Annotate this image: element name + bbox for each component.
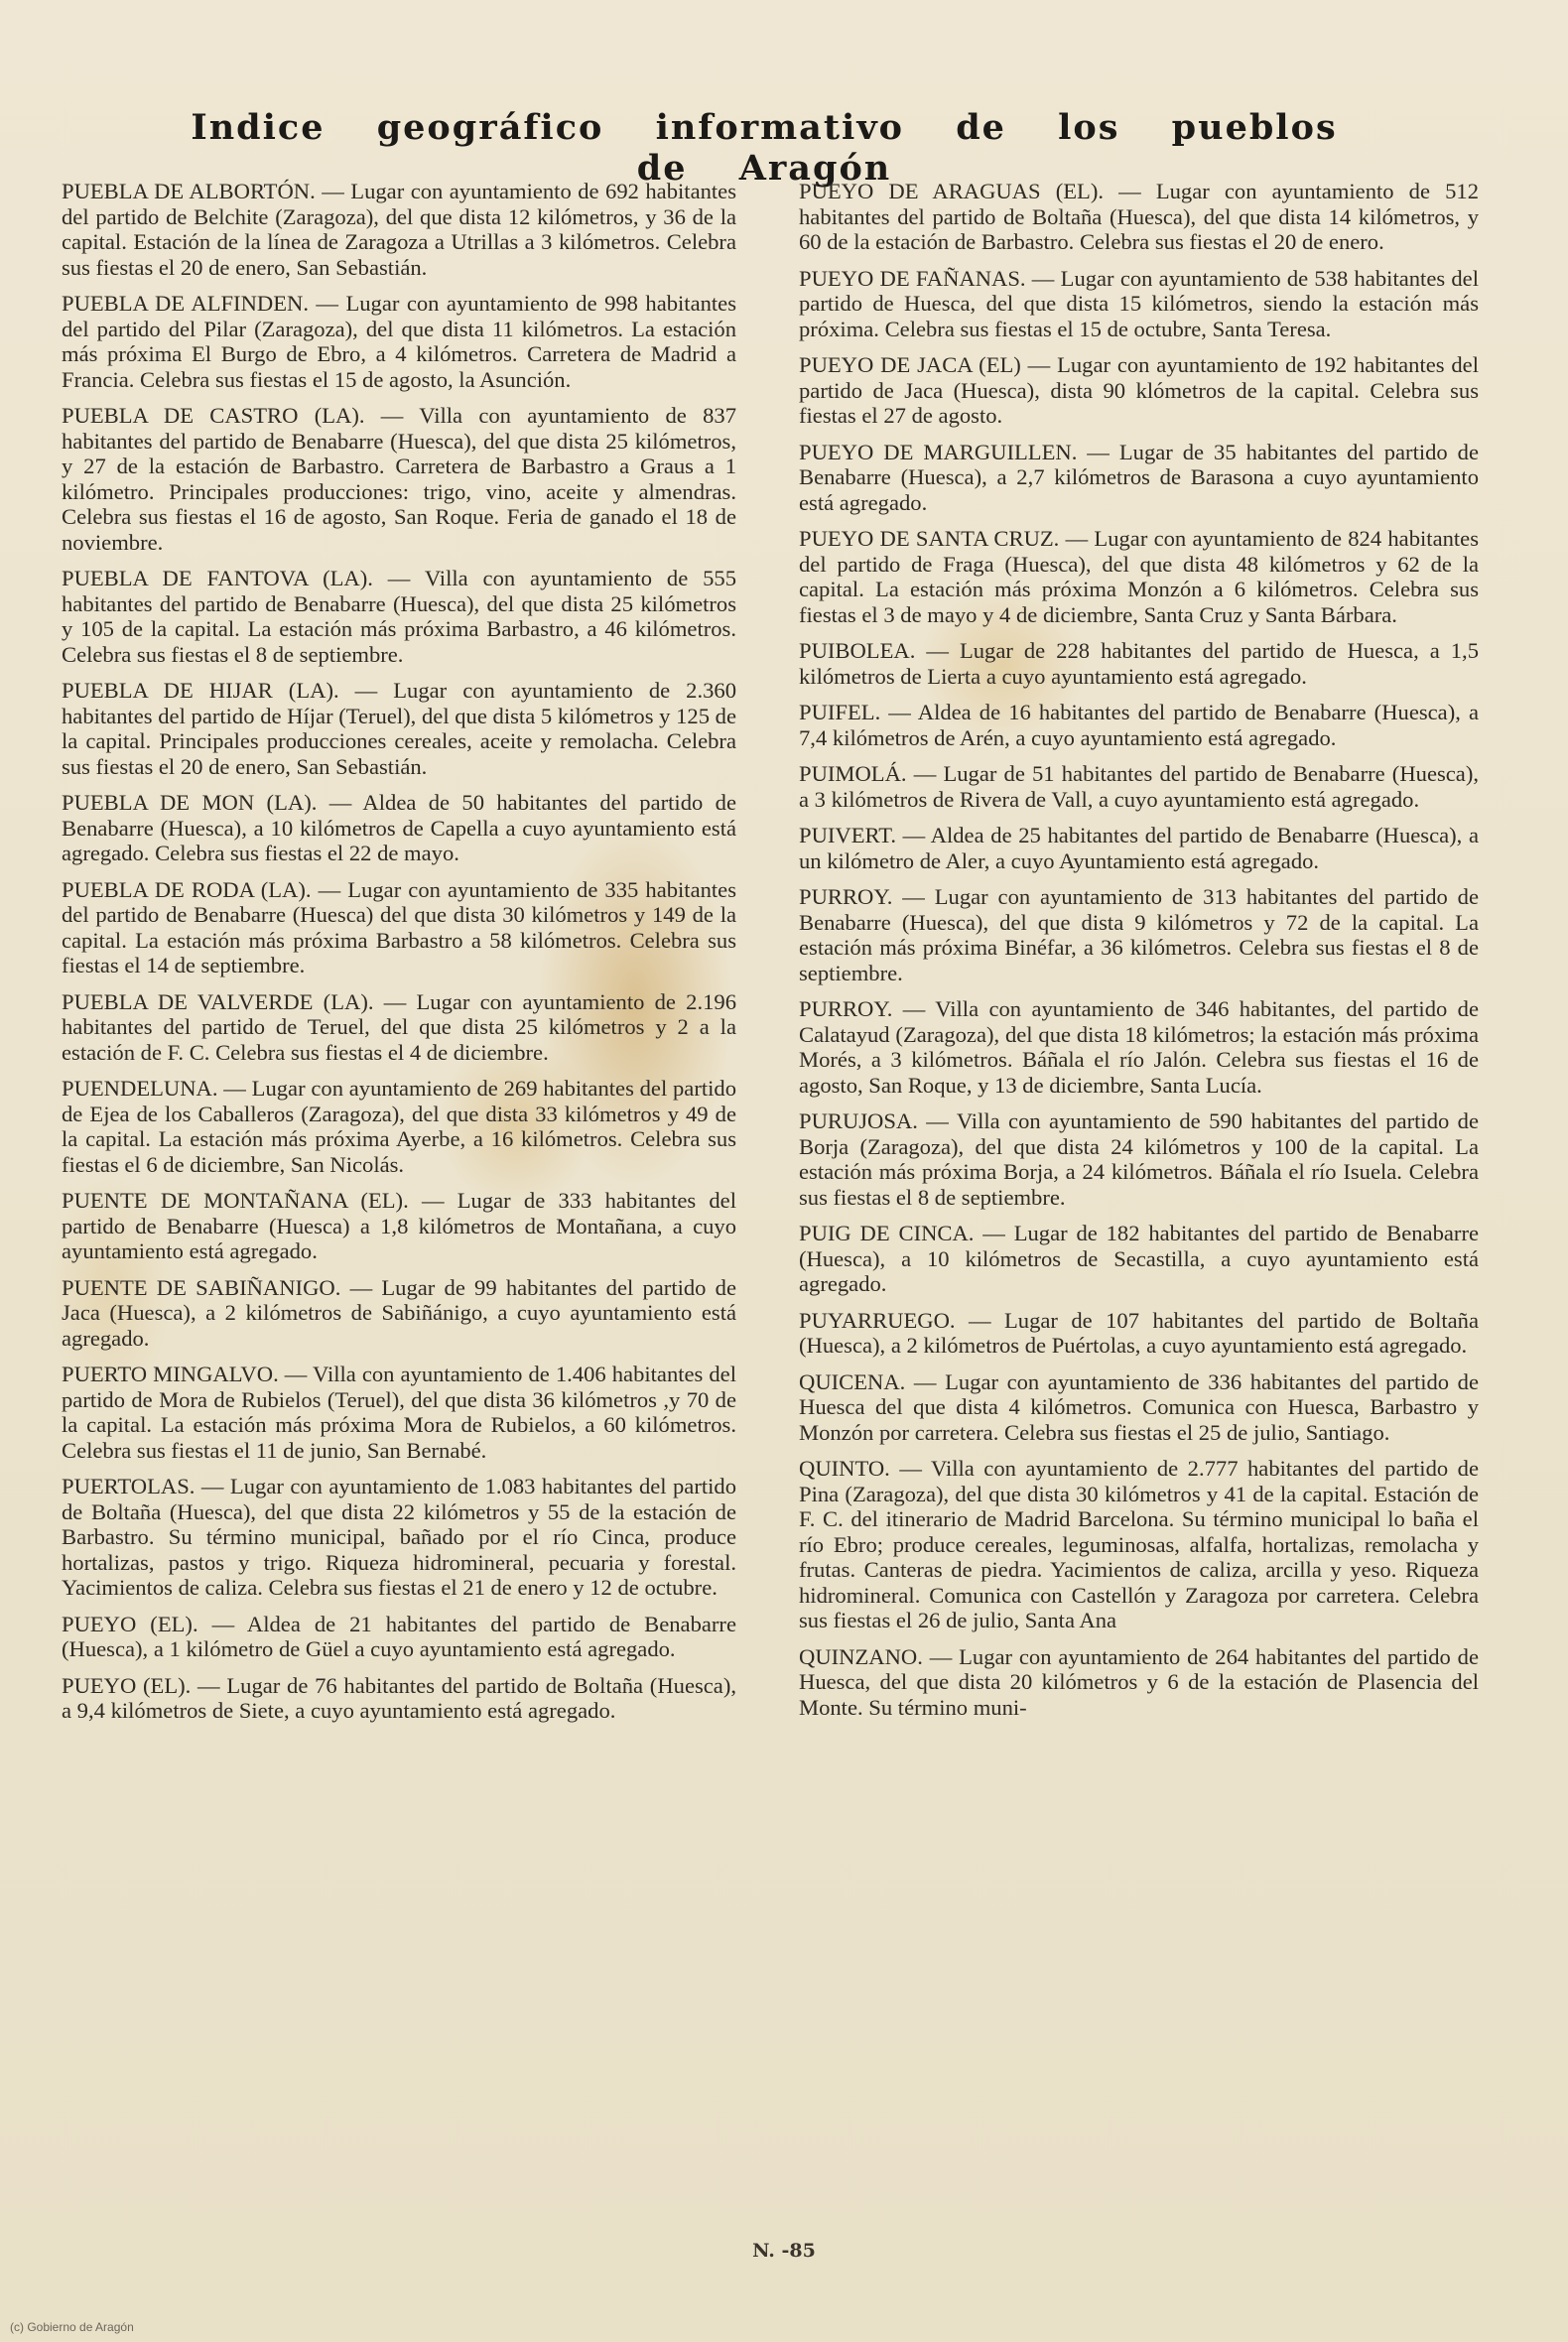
index-entry xyxy=(799,266,1479,342)
index-entry xyxy=(799,996,1479,1098)
index-entry xyxy=(62,1673,736,1724)
index-entry xyxy=(62,1275,736,1352)
entry-text: PUIBOLEA. — Lugar de 228 habitantes del partido de Huesca, a 1,5 kilómetros de Lierta a cuyo ayuntamiento está agregado. xyxy=(799,638,1479,689)
entry-text: PUIMOLÁ. — Lugar de 51 habitantes del partido de Benabarre (Huesca), a 3 kilómetros de Rivera de Vall, a cuyo ayuntamiento está agregado. xyxy=(799,761,1479,812)
index-entry xyxy=(62,790,736,866)
entry-text: PUYARRUEGO. — Lugar de 107 habitantes del partido de Boltaña (Huesca), a 2 kilómetros de Puértolas, a cuyo ayuntamiento está agregado. xyxy=(799,1307,1479,1358)
entry-text: PURUJOSA. — Villa con ayuntamiento de 590 habitantes del partido de Borja (Zaragoza), del que dista 24 kilómetros y 100 de la capital. La estación más próxima Borja, a 24 kilómetros. Báñala el río Isuela. Celebra sus fiestas el 8 de septiembre. xyxy=(799,1108,1479,1210)
index-entry xyxy=(62,678,736,779)
index-entry xyxy=(62,1362,736,1463)
entry-text: PUEBLA DE RODA (LA). — Lugar con ayuntamiento de 335 habitantes del partido de Benabarre (Huesca) del que dista 30 kilómetros y 149 de la capital. La estación más próxima Barbastro a 58 kilómetros. Celebra sus fiestas el 14 de septiembre. xyxy=(62,876,736,977)
page-number: N. -85 xyxy=(752,2240,816,2262)
index-entry xyxy=(62,877,736,978)
entry-text: PUEBLA DE ALFINDEN. — Lugar con ayuntamiento de 998 habitantes del partido del Pilar (Zaragoza), del que dista 11 kilómetros. La estación más próxima El Burgo de Ebro, a 4 kilómetros. Carretera de Madrid a Francia. Celebra sus fiestas el 15 de agosto, la Asunción. xyxy=(62,291,736,392)
entry-text: QUICENA. — Lugar con ayuntamiento de 336 habitantes del partido de Huesca del que dista 4 kilómetros. Comunica con Huesca, Barbastro y Monzón por carretera. Celebra sus fiestas el 25 de julio, Santiago. xyxy=(799,1368,1479,1445)
index-entry xyxy=(799,884,1479,985)
index-entry xyxy=(799,1308,1479,1359)
entry-text: PUEYO DE ARAGUAS (EL). — Lugar con ayuntamiento de 512 habitantes del partido de Boltaña (Huesca), del que dista 14 kilómetros, y 60 de la estación de Barbastro. Celebra sus fiestas el 20 de enero. xyxy=(799,179,1479,254)
index-entry xyxy=(799,1108,1479,1210)
copyright-credit: (c) Gobierno de Aragón xyxy=(10,2320,134,2334)
entry-text: PUEBLA DE MON (LA). — Aldea de 50 habitantes del partido de Benabarre (Huesca), a 10 kilómetros de Capella a cuyo ayuntamiento está agregado. Celebra sus fiestas el 22 de mayo. xyxy=(62,790,736,865)
index-entry xyxy=(799,526,1479,627)
index-entry xyxy=(62,291,736,392)
index-entry xyxy=(62,179,736,280)
entry-text: PUEYO DE FAÑANAS. — Lugar con ayuntamiento de 538 habitantes del partido de Huesca, del que dista 15 kilómetros, siendo la estación más próxima. Celebra sus fiestas el 15 de octubre, Santa Teresa. xyxy=(799,265,1479,341)
entry-text: PUEYO (EL). — Aldea de 21 habitantes del partido de Benabarre (Huesca), a 1 kilómetro de Güel a cuyo ayuntamiento está agregado. xyxy=(62,1611,736,1661)
index-entry xyxy=(62,989,736,1066)
index-entry xyxy=(62,403,736,555)
entry-text: PUEBLA DE CASTRO (LA). — Villa con ayuntamiento de 837 habitantes del partido de Benabarre (Huesca), del que dista 25 kilómetros, y 27 de la estación de Barbastro. Carretera de Barbastro a Graus a 1 kilómetro. Principales producciones: trigo, vino, aceite y almendras. Celebra sus fiestas el 16 de agosto, San Roque. Feria de ganado el 18 de noviembre. xyxy=(62,403,736,555)
index-entry xyxy=(799,179,1479,255)
index-entry xyxy=(799,1644,1479,1721)
entry-text: PUIG DE CINCA. — Lugar de 182 habitantes del partido de Benabarre (Huesca), a 10 kilómetros de Secastilla, a cuyo ayuntamiento está agregado. xyxy=(799,1221,1479,1296)
entry-text: PUEBLA DE ALBORTÓN. — Lugar con ayuntamiento de 692 habitantes del partido de Belchite (Zaragoza), del que dista 12 kilómetros, y 36 de la capital. Estación de la línea de Zaragoza a Utrillas a 3 kilómetros. Celebra sus fiestas el 20 de enero, San Sebastián. xyxy=(62,179,736,280)
entry-text: PUENDELUNA. — Lugar con ayuntamiento de 269 habitantes del partido de Ejea de los Caballeros (Zaragoza), del que dista 33 kilómetros y 49 de la capital. La estación más próxima Ayerbe, a 16 kilómetros. Celebra sus fiestas el 6 de diciembre, San Nicolás. xyxy=(62,1076,736,1177)
entry-text: PUEBLA DE FANTOVA (LA). — Villa con ayuntamiento de 555 habitantes del partido de Benabarre (Huesca), del que dista 25 kilómetros y 105 de la capital. La estación más próxima Barbastro, a 46 kilómetros. Celebra sus fiestas el 8 de septiembre. xyxy=(62,566,736,667)
index-entry xyxy=(799,638,1479,689)
index-entry xyxy=(62,1188,736,1264)
entry-text: PURROY. — Lugar con ayuntamiento de 313 habitantes del partido de Benabarre (Huesca), del que dista 9 kilómetros y 72 de la capital. La estación más próxima Binéfar, a 36 kilómetros. Celebra sus fiestas el 8 de septiembre. xyxy=(799,884,1479,985)
index-entry xyxy=(799,700,1479,750)
entry-text: PURROY. — Villa con ayuntamiento de 346 habitantes, del partido de Calatayud (Zaragoza), del que dista 18 kilómetros; la estación más próxima Morés, a 3 kilómetros. Báñala el río Jalón. Celebra sus fiestas el 16 de agosto, San Roque, y 13 de diciembre, Santa Lucía. xyxy=(799,996,1479,1098)
entry-text: PUEYO DE JACA (EL) — Lugar con ayuntamiento de 192 habitantes del partido de Jaca (Huesca), dista 90 klómetros de la capital. Celebra sus fiestas el 27 de agosto. xyxy=(799,352,1479,428)
index-entry xyxy=(62,1474,736,1601)
index-entry xyxy=(799,1456,1479,1633)
index-entry xyxy=(799,1221,1479,1297)
index-entry xyxy=(799,440,1479,516)
entry-text: PUIVERT. — Aldea de 25 habitantes del partido de Benabarre (Huesca), a un kilómetro de Aler, a cuyo Ayuntamiento está agregado. xyxy=(799,823,1479,873)
right-column xyxy=(799,179,1479,1731)
index-entry xyxy=(62,1076,736,1177)
index-entry xyxy=(799,761,1479,812)
entry-text: PUEBLA DE VALVERDE (LA). — Lugar con ayuntamiento de 2.196 habitantes del partido de Teruel, del que dista 25 kilómetros y 2 a la estación de F. C. Celebra sus fiestas el 4 de diciembre. xyxy=(62,988,736,1065)
entry-text: PUENTE DE SABIÑANIGO. — Lugar de 99 habitantes del partido de Jaca (Huesca), a 2 kilómetros de Sabiñánigo, a cuyo ayuntamiento está agregado. xyxy=(62,1274,736,1351)
entry-text: QUINTO. — Villa con ayuntamiento de 2.777 habitantes del partido de Pina (Zaragoza), del que dista 30 kilómetros y 41 de la capital. Estación de F. C. del itinerario de Madrid Barcelona. Su término municipal lo baña el río Ebro; produce cereales, leguminosas, alfalfa, hortalizas, remolacha y frutas. Canteras de piedra. Yacimientos de caliza, arcilla y yeso. Riqueza hidromineral. Comunica con Castellón y Zaragoza por carretera. Celebra sus fiestas el 26 de julio, Santa Ana xyxy=(799,1456,1479,1632)
entry-text: PUIFEL. — Aldea de 16 habitantes del partido de Benabarre (Huesca), a 7,4 kilómetros de Arén, a cuyo ayuntamiento está agregado. xyxy=(799,700,1479,750)
entry-text: PUEYO DE MARGUILLEN. — Lugar de 35 habitantes del partido de Benabarre (Huesca), a 2,7 kilómetros de Barasona a cuyo ayuntamiento está agregado. xyxy=(799,439,1479,515)
left-column xyxy=(62,179,736,1735)
entry-text: PUEYO (EL). — Lugar de 76 habitantes del partido de Boltaña (Huesca), a 9,4 kilómetros de Siete, a cuyo ayuntamiento está agregado. xyxy=(62,1672,736,1723)
entry-text: PUEBLA DE HIJAR (LA). — Lugar con ayuntamiento de 2.360 habitantes del partido de Híjar (Teruel), del que dista 5 kilómetros y 125 de la capital. Principales producciones cereales, aceite y remolacha. Celebra sus fiestas el 20 de enero, San Sebastián. xyxy=(62,678,736,779)
index-entry xyxy=(799,1369,1479,1446)
entry-text: PUENTE DE MONTAÑANA (EL). — Lugar de 333 habitantes del partido de Benabarre (Huesca) a 1,8 kilómetros de Montañana, a cuyo ayuntamiento está agregado. xyxy=(62,1188,736,1263)
entry-text: PUEYO DE SANTA CRUZ. — Lugar con ayuntamiento de 824 habitantes del partido de Fraga (Huesca), del que dista 48 kilómetros y 62 de la capital. La estación más próxima Monzón a 6 kilómetros. Celebra sus fiestas el 3 de mayo y 4 de diciembre, Santa Cruz y Santa Bárbara. xyxy=(799,526,1479,627)
index-entry xyxy=(799,823,1479,873)
index-entry xyxy=(62,566,736,667)
page-title: Indice geográfico informativo de los pueblos de Aragón xyxy=(191,107,1338,189)
index-entry xyxy=(799,352,1479,429)
entry-text: PUERTOLAS. — Lugar con ayuntamiento de 1.083 habitantes del partido de Boltaña (Huesca), del que dista 22 kilómetros y 55 de la estación de Barbastro. Su término municipal, bañado por el río Cinca, produce hortalizas, pastos y trigo. Riqueza hidromineral, pecuaria y forestal. Yacimientos de caliza. Celebra sus fiestas el 21 de enero y 12 de octubre. xyxy=(62,1474,736,1600)
index-entry xyxy=(62,1612,736,1662)
entry-text: PUERTO MINGALVO. — Villa con ayuntamiento de 1.406 habitantes del partido de Mora de Rubielos (Teruel), del que dista 36 kilómetros ,y 70 de la capital. La estación más próxima Mora de Rubielos, a 60 kilómetros. Celebra sus fiestas el 11 de junio, San Bernabé. xyxy=(62,1362,736,1463)
entry-text: QUINZANO. — Lugar con ayuntamiento de 264 habitantes del partido de Huesca, del que dista 20 kilómetros y 6 de la estación de Plasencia del Monte. Su término muni- xyxy=(799,1643,1479,1720)
